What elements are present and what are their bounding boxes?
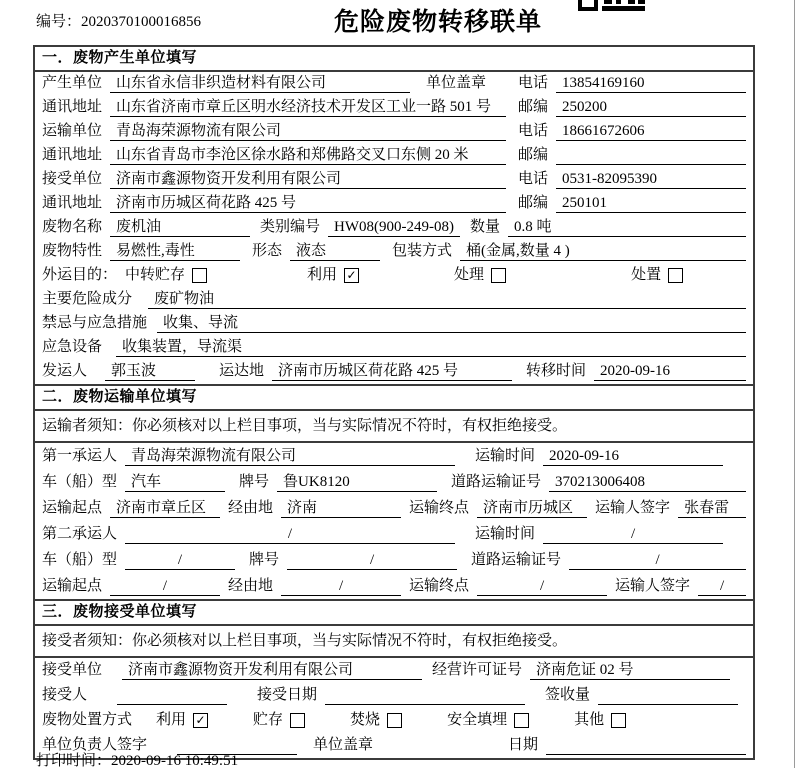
form-row <box>35 288 753 312</box>
field-value: 青岛海荣源物流有限公司 <box>110 122 506 141</box>
field-label: 废物处置方式 <box>42 712 133 728</box>
static-text: 单位盖章 <box>426 75 487 91</box>
field-label: 主要危险成分 <box>42 291 133 307</box>
field-value: 鲁UK8120 <box>277 473 437 492</box>
checkbox-unchecked <box>290 713 305 728</box>
checkbox-label: 处理 <box>454 267 485 283</box>
print-time-label: 打印时间： <box>36 753 112 769</box>
field-label: 经由地 <box>228 578 274 594</box>
form-row <box>35 96 753 120</box>
field-value: 收集装置，导流渠 <box>116 338 746 357</box>
checkbox-label: 处置 <box>631 267 662 283</box>
transfer-manifest-form <box>33 45 755 760</box>
field-value: 液态 <box>290 242 380 261</box>
section-header: 三．废物接受单位填写 <box>35 601 753 626</box>
field-label: 废物名称 <box>42 219 103 235</box>
form-row <box>35 708 753 733</box>
field-label: 电话 <box>517 123 548 139</box>
form-row <box>35 495 753 521</box>
field-label: 第一承运人 <box>42 448 118 464</box>
field-label: 邮编 <box>517 147 548 163</box>
field-label: 通讯地址 <box>42 147 103 163</box>
section-body <box>35 658 753 758</box>
field-value: / <box>698 577 746 596</box>
field-label: 转移时间 <box>526 363 587 379</box>
checkbox-group <box>454 266 506 285</box>
checkbox-label: 其他 <box>574 712 605 728</box>
field-value <box>546 736 746 755</box>
form-row <box>35 547 753 573</box>
field-value: 山东省济南市章丘区明水经济技术开发区工业一路 501 号 <box>110 98 506 117</box>
field-label: 电话 <box>517 75 548 91</box>
section-body <box>35 443 753 599</box>
checkbox-group <box>447 711 529 730</box>
form-row <box>35 360 753 384</box>
checkbox-unchecked <box>611 713 626 728</box>
field-label: 经营许可证号 <box>432 662 523 678</box>
field-value <box>556 146 746 165</box>
form-row <box>35 683 753 708</box>
field-label: 包装方式 <box>392 243 453 259</box>
field-label: 发运人 <box>42 363 88 379</box>
field-label: 运输时间 <box>475 526 536 542</box>
qr-code-fragment <box>578 0 646 11</box>
field-label: 运输起点 <box>42 578 103 594</box>
checkbox-group <box>125 266 207 285</box>
form-row <box>35 216 753 240</box>
checkbox-label: 贮存 <box>253 712 284 728</box>
checkbox-group <box>350 711 402 730</box>
field-value: 250101 <box>556 194 746 213</box>
field-value <box>117 686 227 705</box>
field-value: 废矿物油 <box>148 290 746 309</box>
field-label: 牌号 <box>249 552 280 568</box>
field-value: 山东省青岛市李沧区徐水路和郑佛路交叉口东侧 20 米 <box>110 146 506 165</box>
field-label: 运输终点 <box>409 500 470 516</box>
form-row <box>35 192 753 216</box>
field-label: 应急设备 <box>42 339 103 355</box>
field-value: / <box>281 577 401 596</box>
field-value: 济南 <box>281 499 401 518</box>
field-label: 废物特性 <box>42 243 103 259</box>
field-label: 数量 <box>470 219 501 235</box>
field-value: 13854169160 <box>556 74 746 93</box>
field-label: 运输人签字 <box>595 500 671 516</box>
field-label: 车（船）型 <box>42 474 118 490</box>
field-value: / <box>125 525 455 544</box>
field-value: 郭玉波 <box>105 362 195 381</box>
checkbox-unchecked <box>668 268 683 283</box>
section-transport-unit <box>35 384 753 599</box>
checkbox-unchecked <box>387 713 402 728</box>
checkbox-group <box>253 711 305 730</box>
checkbox-label: 中转贮存 <box>125 267 186 283</box>
form-row <box>35 336 753 360</box>
section-header: 二．废物运输单位填写 <box>35 386 753 411</box>
section-header: 一．废物产生单位填写 <box>35 47 753 72</box>
form-row <box>35 658 753 683</box>
form-row <box>35 72 753 96</box>
field-value: 济南市鑫源物资开发利用有限公司 <box>122 661 422 680</box>
field-label: 日期 <box>507 737 538 753</box>
form-row <box>35 469 753 495</box>
field-label: 接受单位 <box>42 662 103 678</box>
form-row <box>35 573 753 599</box>
field-value: 济南市历城区荷花路 425 号 <box>272 362 512 381</box>
field-label: 邮编 <box>517 195 548 211</box>
doc-number-value: 2020370100016856 <box>81 14 202 30</box>
checkbox-unchecked <box>514 713 529 728</box>
field-value: 济南市历城区荷花路 425 号 <box>110 194 506 213</box>
field-label: 运输终点 <box>409 578 470 594</box>
checkbox-checked: ✓ <box>344 268 359 283</box>
field-value: / <box>287 551 457 570</box>
form-row <box>35 443 753 469</box>
field-label: 单位负责人签字 <box>42 737 148 753</box>
print-time-line <box>36 749 238 770</box>
section-body <box>35 72 753 384</box>
checkbox-label: 利用 <box>307 267 338 283</box>
form-row <box>35 168 753 192</box>
field-label: 类别编号 <box>260 219 321 235</box>
field-label: 禁忌与应急措施 <box>42 315 148 331</box>
field-label: 道路运输证号 <box>451 474 542 490</box>
field-value: 汽车 <box>125 473 225 492</box>
field-value: 收集、导流 <box>157 314 746 333</box>
field-label: 签收量 <box>545 687 591 703</box>
field-label: 邮编 <box>517 99 548 115</box>
field-label: 产生单位 <box>42 75 103 91</box>
field-value <box>598 686 738 705</box>
field-value <box>325 686 525 705</box>
checkbox-checked: ✓ <box>193 713 208 728</box>
form-row <box>35 144 753 168</box>
field-label: 运输时间 <box>475 448 536 464</box>
field-value: 济南危证 02 号 <box>530 661 730 680</box>
checkbox-unchecked <box>192 268 207 283</box>
field-label: 道路运输证号 <box>471 552 562 568</box>
field-value: 2020-09-16 <box>594 362 746 381</box>
field-value: 18661672606 <box>556 122 746 141</box>
field-value: / <box>543 525 723 544</box>
doc-number-label: 编号： <box>36 14 82 30</box>
field-label: 接受人 <box>42 687 88 703</box>
static-text: 单位盖章 <box>313 737 374 753</box>
form-row <box>35 521 753 547</box>
field-value: 250200 <box>556 98 746 117</box>
print-time-value: 2020-09-16 10:49:51 <box>111 753 239 769</box>
field-value: 0531-82095390 <box>556 170 746 189</box>
field-value: 2020-09-16 <box>543 447 723 466</box>
field-label: 运输起点 <box>42 500 103 516</box>
field-value: 易燃性,毒性 <box>110 242 240 261</box>
field-value: / <box>125 551 235 570</box>
field-label: 通讯地址 <box>42 195 103 211</box>
checkbox-label: 利用 <box>156 712 187 728</box>
section-generator-unit <box>35 47 753 384</box>
field-value: / <box>569 551 746 570</box>
checkbox-group <box>307 266 359 285</box>
field-value: HW08(900-249-08) <box>328 218 460 237</box>
field-label: 电话 <box>517 171 548 187</box>
field-value: 废机油 <box>110 218 250 237</box>
field-label: 车（船）型 <box>42 552 118 568</box>
field-value: 桶(金属,数量 4 ) <box>460 242 746 261</box>
field-value: 济南市鑫源物资开发利用有限公司 <box>110 170 506 189</box>
checkbox-unchecked <box>491 268 506 283</box>
field-value: 济南市历城区 <box>477 499 587 518</box>
field-label: 接受单位 <box>42 171 103 187</box>
checkbox-group <box>156 711 208 730</box>
field-label: 第二承运人 <box>42 526 118 542</box>
page-title: 危险废物转移联单 <box>333 9 542 36</box>
checkbox-group <box>574 711 626 730</box>
field-label: 经由地 <box>228 500 274 516</box>
section-notice: 运输者须知：你必须核对以上栏目事项，当与实际情况不符时，有权拒绝接受。 <box>35 411 753 443</box>
form-row <box>35 312 753 336</box>
field-value: / <box>477 577 607 596</box>
window-edge-divider <box>794 0 795 768</box>
checkbox-group <box>631 266 683 285</box>
field-value: / <box>110 577 220 596</box>
field-label: 通讯地址 <box>42 99 103 115</box>
field-value: 济南市章丘区 <box>110 499 220 518</box>
field-label: 外运目的： <box>42 267 118 283</box>
field-value: 青岛海荣源物流有限公司 <box>125 447 455 466</box>
field-value: 山东省永信非织造材料有限公司 <box>110 74 410 93</box>
field-label: 接受日期 <box>257 687 318 703</box>
form-row <box>35 240 753 264</box>
field-label: 牌号 <box>239 474 270 490</box>
field-value: 370213006408 <box>549 473 746 492</box>
section-notice: 接受者须知：你必须核对以上栏目事项，当与实际情况不符时，有权拒绝接受。 <box>35 626 753 658</box>
field-label: 形态 <box>252 243 283 259</box>
section-receiver-unit <box>35 599 753 758</box>
checkbox-label: 焚烧 <box>350 712 381 728</box>
field-value: 0.8 吨 <box>508 218 746 237</box>
field-label: 运输人签字 <box>615 578 691 594</box>
form-row <box>35 264 753 288</box>
field-value: 张春雷 <box>678 499 746 518</box>
form-row <box>35 120 753 144</box>
field-label: 运输单位 <box>42 123 103 139</box>
checkbox-label: 安全填埋 <box>447 712 508 728</box>
field-label: 运达地 <box>219 363 265 379</box>
